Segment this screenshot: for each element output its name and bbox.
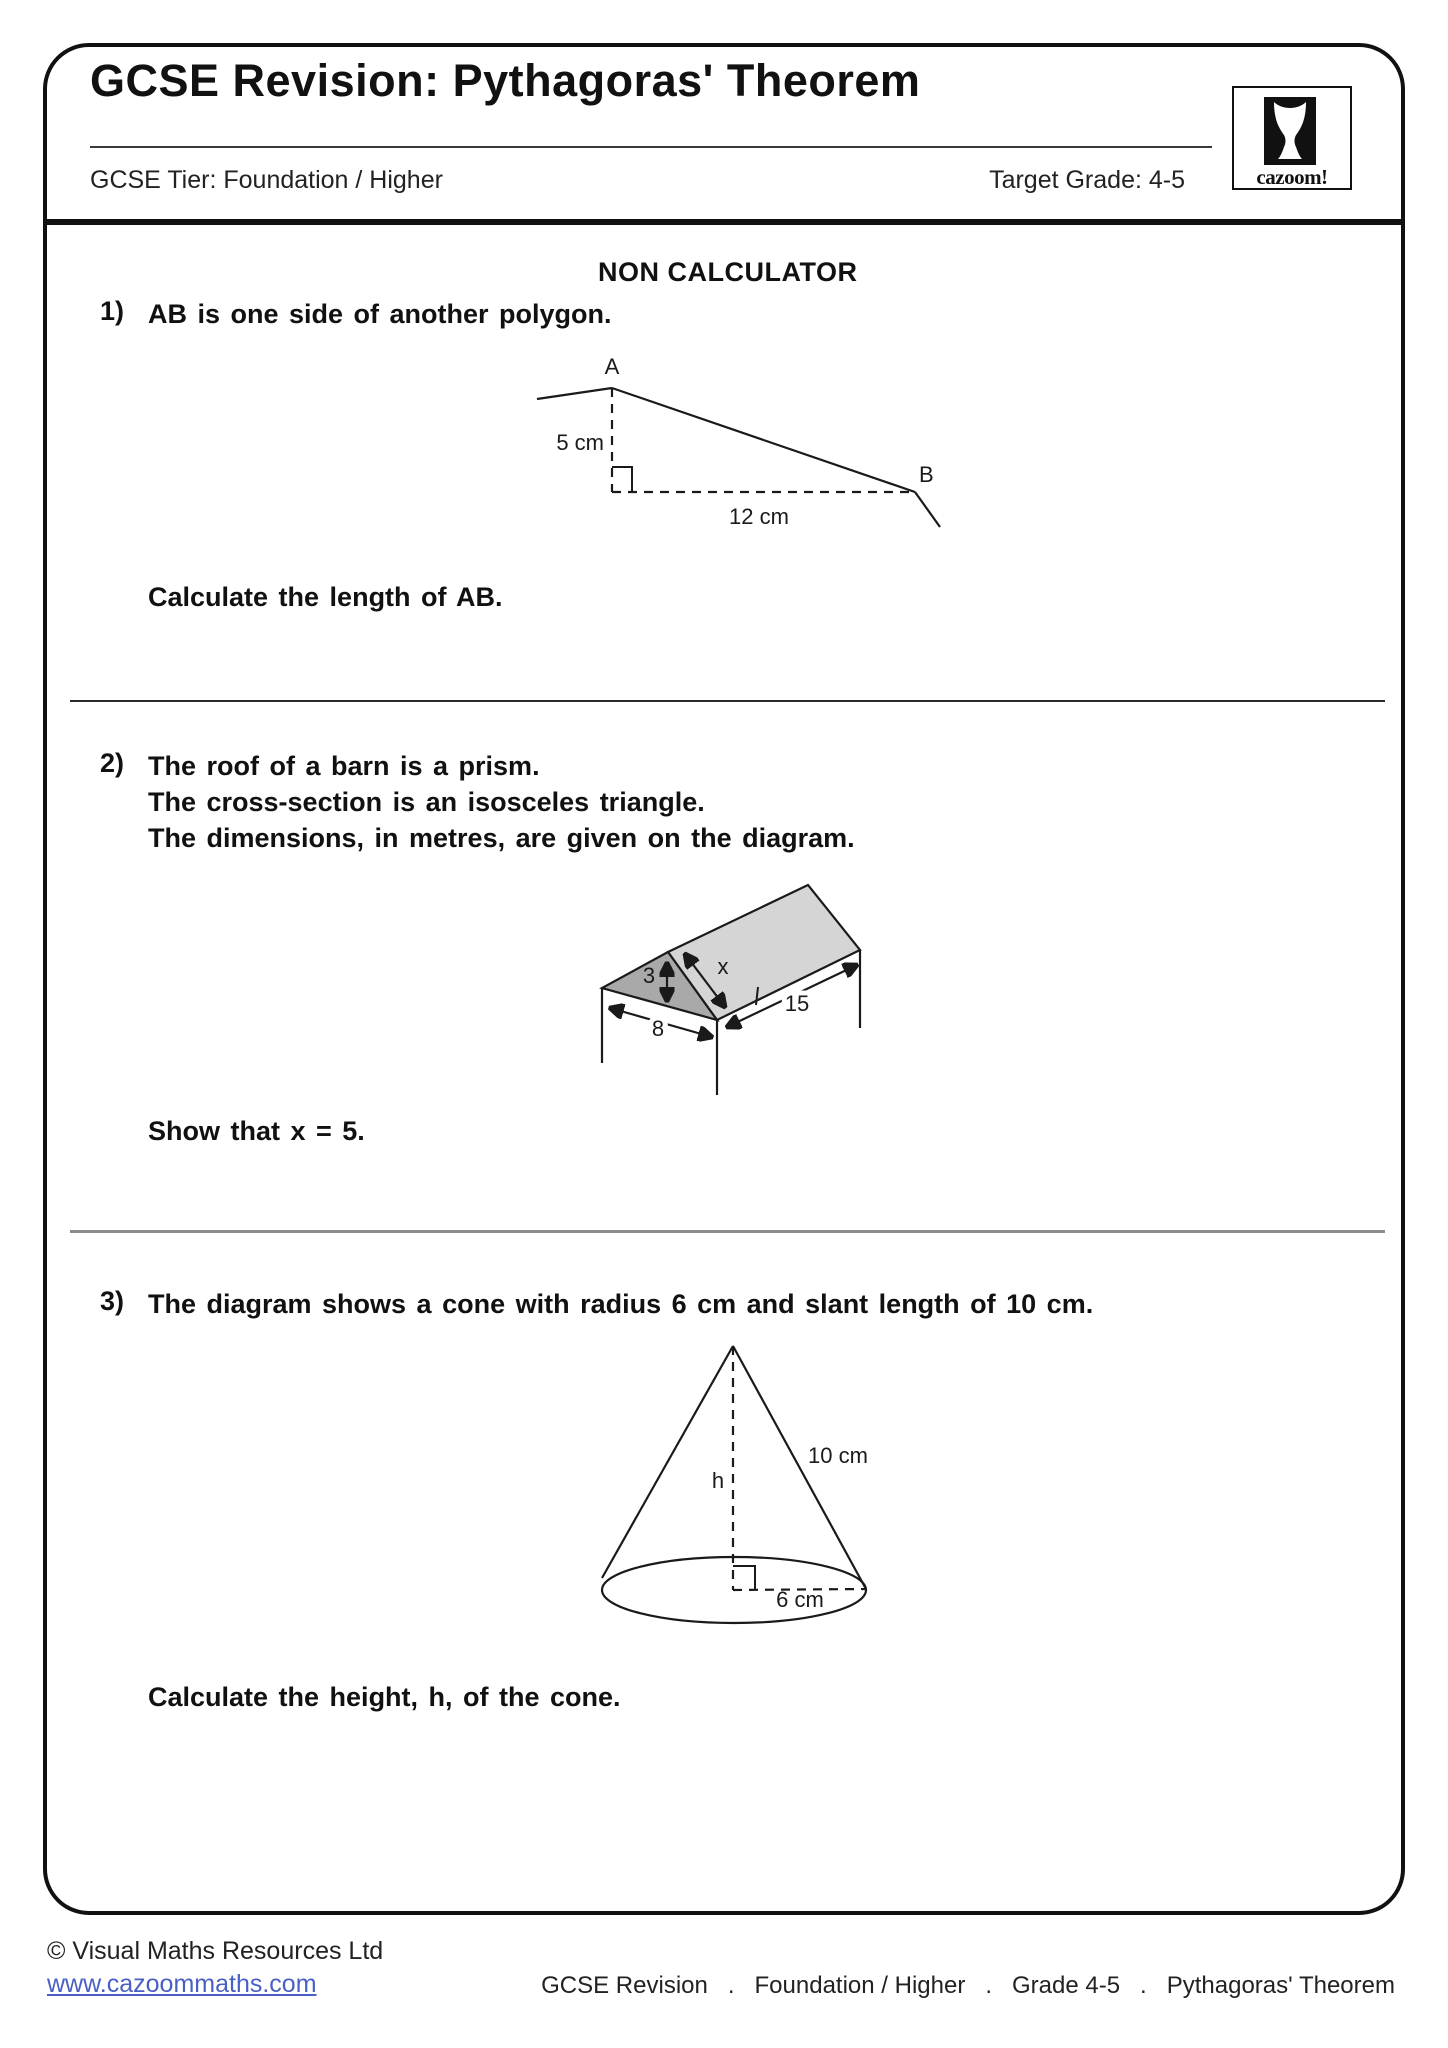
cone-slant-left [602, 1346, 733, 1578]
q1-polygon-diagram [520, 350, 960, 545]
label-height-h: h [711, 1468, 725, 1493]
label-radius-6cm: 6 cm [776, 1587, 824, 1612]
question-1-task: Calculate the length of AB. [148, 582, 503, 612]
label-length-15: 15 [784, 991, 810, 1016]
title-underline [90, 146, 1212, 148]
label-base-12cm: 12 cm [729, 504, 789, 529]
header-rule [47, 219, 1401, 225]
question-2 [100, 748, 855, 856]
label-height-3: 3 [642, 963, 656, 988]
tier-label: GCSE Tier: Foundation / Higher [90, 166, 443, 194]
q2-prism-diagram [590, 875, 885, 1110]
question-1-text: AB is one side of another polygon. [148, 299, 612, 329]
label-height-5cm: 5 cm [556, 430, 604, 455]
label-width-8: 8 [651, 1016, 665, 1041]
question-2-task: Show that x = 5. [148, 1116, 365, 1146]
cazoom-logo [1232, 86, 1352, 190]
right-angle-mark [612, 467, 632, 492]
label-slant-10cm: 10 cm [808, 1443, 868, 1468]
question-2-number: 2) [100, 748, 125, 778]
polygon-edge-left [537, 388, 612, 399]
question-1-number: 1) [100, 296, 125, 326]
q3-cone-diagram [590, 1335, 890, 1650]
segment-ab [612, 388, 915, 492]
label-point-a: A [604, 354, 620, 379]
cazoom-logo-text: cazoom! [1256, 165, 1328, 189]
footer-copyright: © Visual Maths Resources Ltd [47, 1937, 384, 1965]
footer-meta: GCSE Revision . Foundation / Higher . Grade 4-5 . Pythagoras' Theorem [541, 1972, 1395, 1999]
page-title: GCSE Revision: Pythagoras' Theorem [90, 55, 921, 106]
section-divider-2 [70, 1230, 1385, 1233]
question-2-text-line2: The cross-section is an isosceles triangle. [148, 787, 705, 817]
question-2-text-line1: The roof of a barn is a prism. [148, 751, 540, 781]
question-1 [100, 296, 612, 332]
footer-website-link[interactable]: www.cazoommaths.com [47, 1970, 317, 1998]
question-2-text-line3: The dimensions, in metres, are given on the diagram. [148, 823, 855, 853]
section-heading: NON CALCULATOR [598, 257, 858, 287]
question-3-number: 3) [100, 1286, 125, 1316]
question-3-text: The diagram shows a cone with radius 6 cm and slant length of 10 cm. [148, 1289, 1094, 1319]
question-3 [100, 1286, 1093, 1322]
polygon-edge-right [915, 492, 940, 527]
target-grade-label: Target Grade: 4-5 [989, 166, 1185, 194]
question-3-task: Calculate the height, h, of the cone. [148, 1682, 621, 1712]
label-slant-x: x [717, 954, 729, 979]
cazoom-logo-icon [1264, 97, 1316, 165]
section-divider [70, 700, 1385, 702]
label-point-b: B [919, 462, 934, 487]
